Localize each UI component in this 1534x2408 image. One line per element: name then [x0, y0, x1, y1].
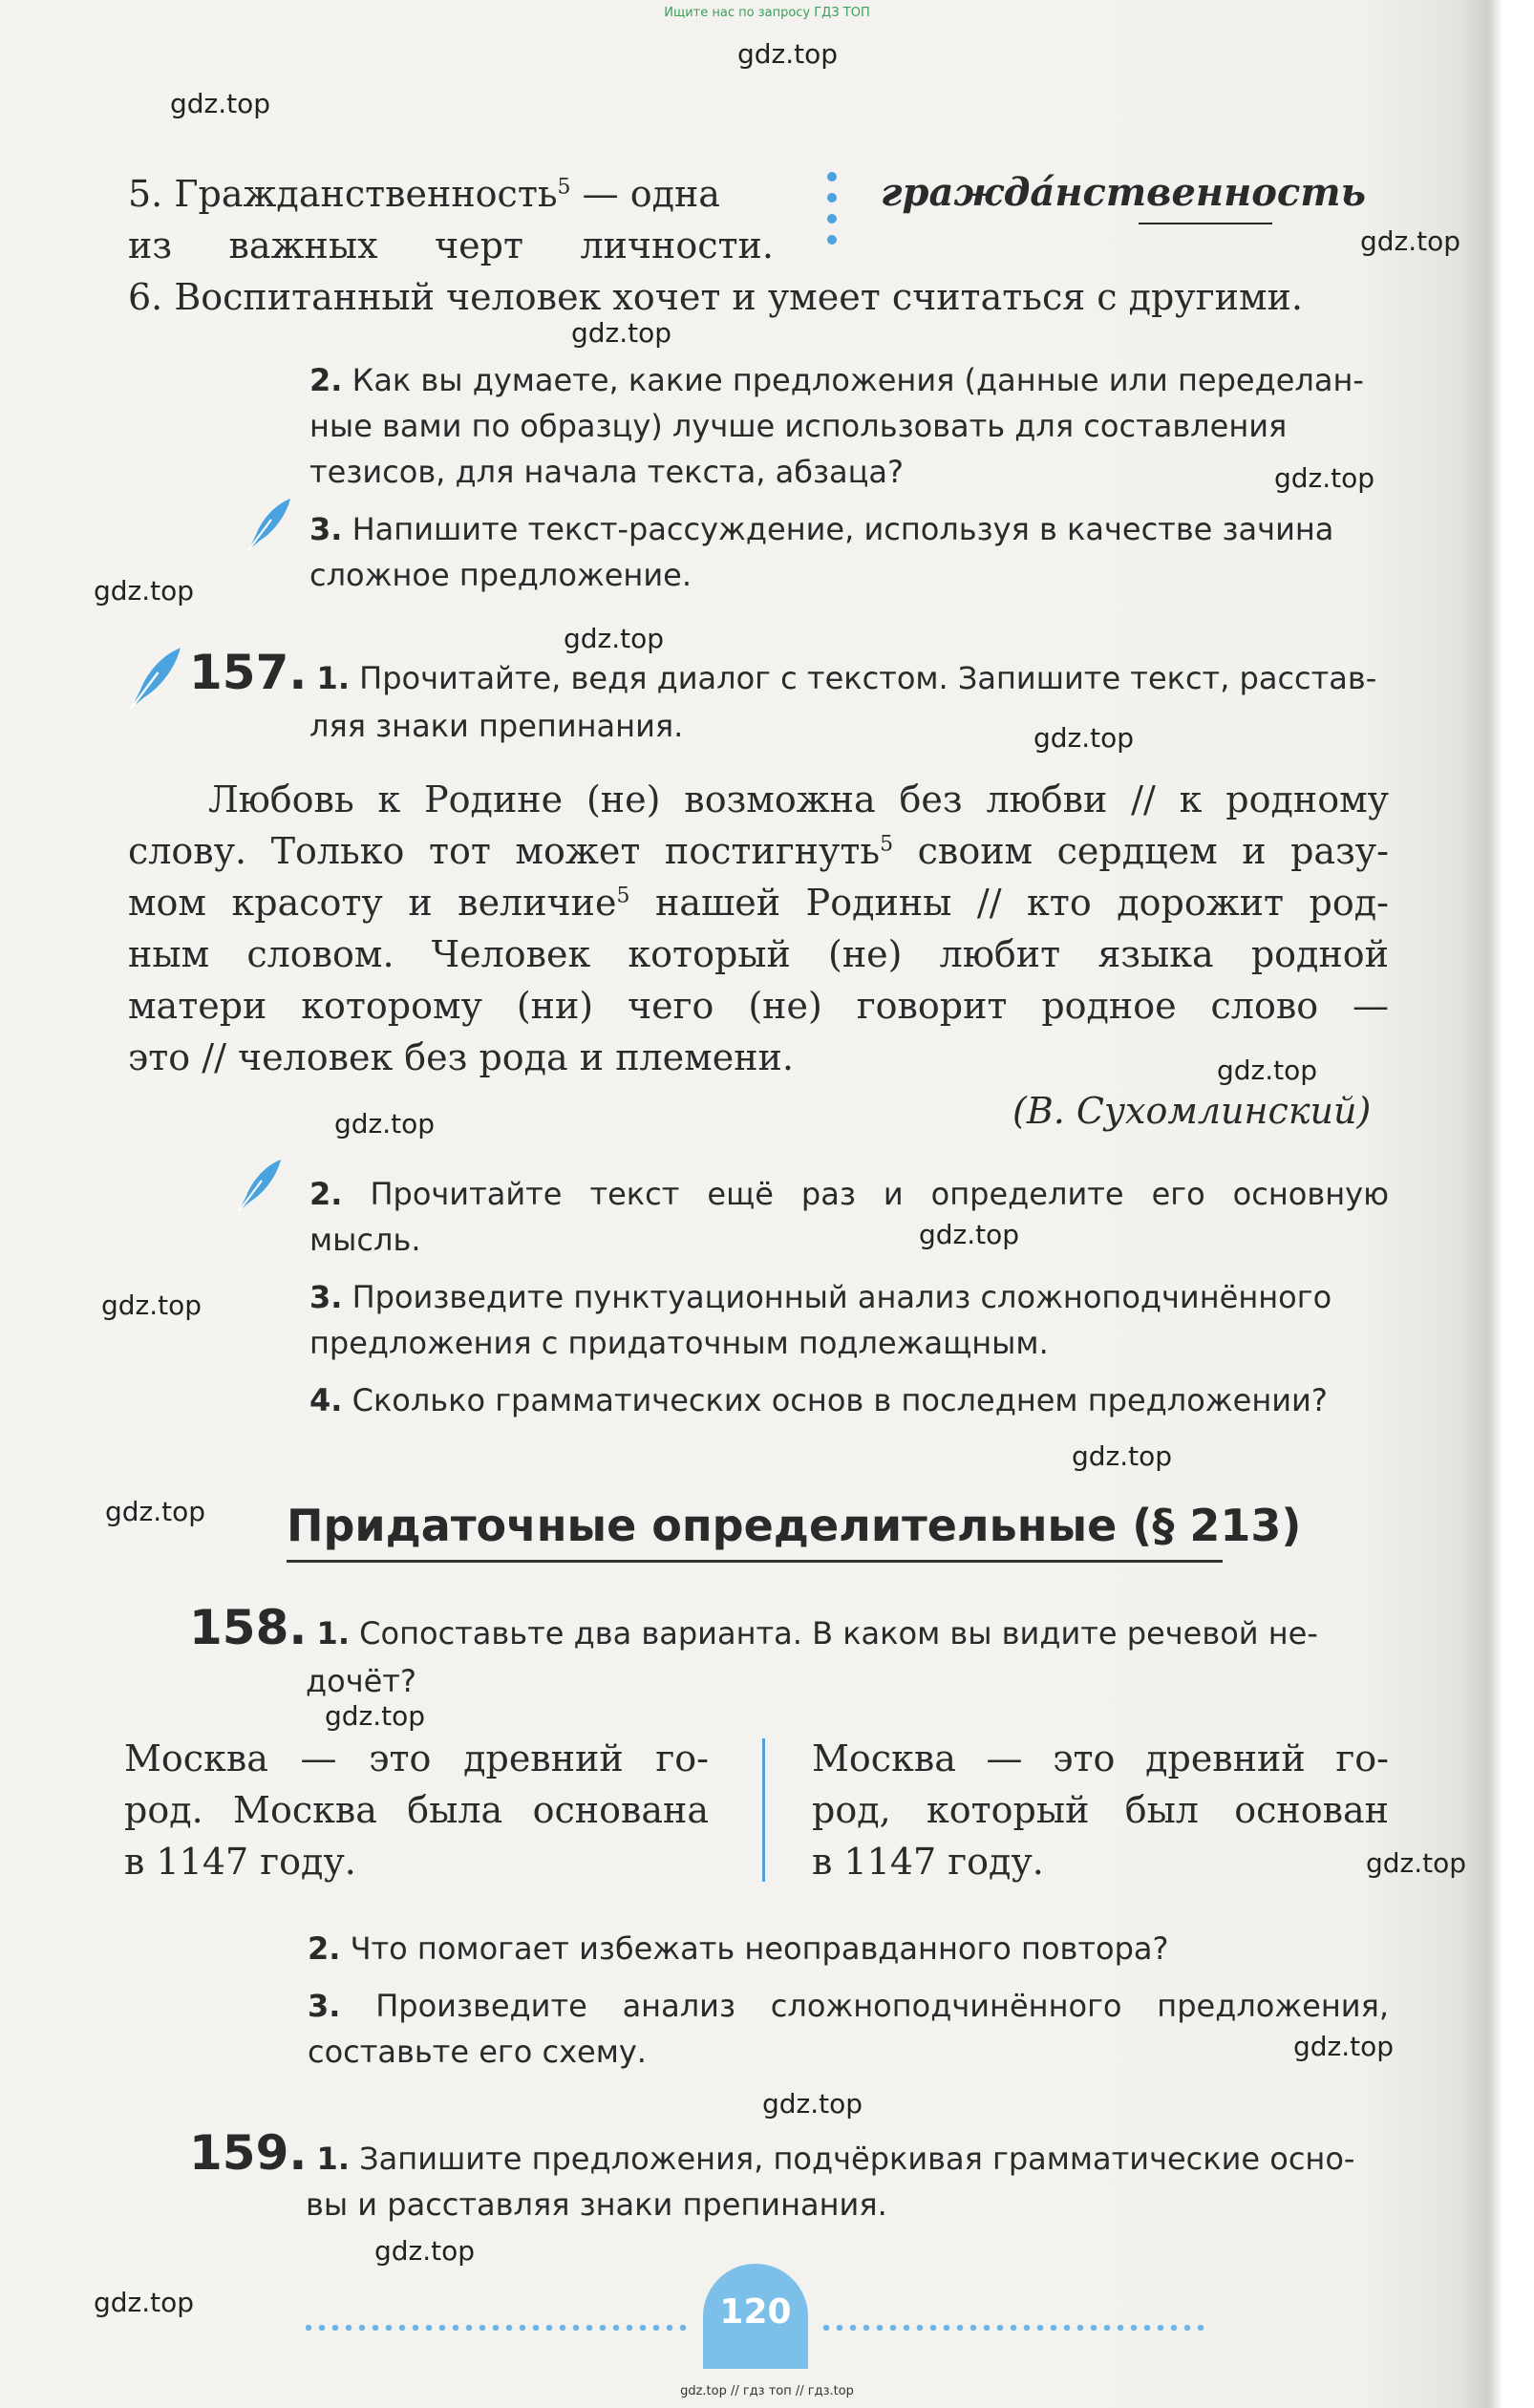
- watermark: gdz.top: [374, 2235, 476, 2267]
- watermark: gdz.top: [1217, 1055, 1318, 1086]
- watermark: gdz.top: [94, 575, 195, 607]
- writing-pen-icon: [243, 497, 294, 554]
- task159-q1-line2: вы и расставляя знаки препинания.: [306, 2186, 887, 2223]
- task157-q3-line1: 3. Произведите пунктуационный анализ сложноподчинённого: [309, 1279, 1332, 1315]
- task157-q1-line2: ляя знаки препинания.: [309, 708, 684, 744]
- watermark: gdz.top: [1072, 1440, 1173, 1472]
- page-number: 120: [719, 2292, 792, 2332]
- task157-text-line3: мом красоту и величие$^5$ нашей Родины // кто дорожит род-: [128, 882, 1389, 924]
- watermark: gdz.top: [762, 2088, 863, 2120]
- task157-text-line5: матери которому (ни) чего (не) говорит родное слово —: [128, 985, 1389, 1027]
- vocabulary-word: гражда́нственность: [881, 170, 1366, 215]
- task156-q2-line1: 2. Как вы думаете, какие предложения (данные или переделан-: [309, 362, 1364, 398]
- variant-divider: [762, 1738, 765, 1882]
- sentence-5-line2: из важных черт личности.: [128, 224, 774, 266]
- watermark: gdz.top: [334, 1108, 436, 1140]
- header-note: Ищите нас по запросу ГДЗ ТОП: [664, 6, 870, 20]
- keyword-separator: [827, 172, 837, 256]
- watermark: gdz.top: [325, 1700, 426, 1732]
- task158-q3-line2: составьте его схему.: [308, 2034, 647, 2070]
- task156-q3-line1: 3. Напишите текст-рассуждение, используя в качестве зачина: [309, 511, 1334, 547]
- task157-text-line4: ным словом. Человек который (не) любит языка родной: [128, 933, 1389, 975]
- text-author: (В. Сухомлинский): [1012, 1090, 1372, 1132]
- task156-q2-line3: тезисов, для начала текста, абзаца?: [309, 454, 904, 490]
- footer-dots-right: [820, 2325, 1211, 2331]
- variant-left-line3: в 1147 году.: [124, 1841, 356, 1883]
- variant-right-line3: в 1147 году.: [812, 1841, 1044, 1883]
- watermark: gdz.top: [94, 2287, 195, 2318]
- section-heading-rule: [287, 1560, 1223, 1563]
- task157-text-line1: Любовь к Родине (не) возможна без любви // к родному: [208, 778, 1389, 820]
- writing-pen-icon: [124, 646, 185, 713]
- watermark: gdz.top: [1360, 225, 1461, 257]
- watermark: gdz.top: [564, 623, 665, 654]
- keyword-underline: [1139, 223, 1272, 224]
- footer-dots-left: [302, 2325, 693, 2331]
- task157-text-line2: слову. Только тот может постигнуть$^5$ своим сердцем и разу-: [128, 830, 1389, 872]
- task158-q3-line1: 3. Произведите анализ сложноподчинённого предложения,: [308, 1988, 1390, 2024]
- task157-q3-line2: предложения с придаточным подлежащным.: [309, 1325, 1049, 1361]
- task157-q2-line1: 2. Прочитайте текст ещё раз и определите его основную: [309, 1176, 1390, 1212]
- watermark: gdz.top: [737, 38, 839, 70]
- variant-right-line2: род, который был основан: [812, 1789, 1389, 1831]
- section-heading: Придаточные определительные (§ 213): [287, 1500, 1302, 1551]
- task157-q1-line1: 157. 1. Прочитайте, ведя диалог с текстом. Запишите текст, расстав-: [189, 645, 1377, 700]
- task158-q2-line1: 2. Что помогает избежать неоправданного повтора?: [308, 1930, 1169, 1967]
- variant-left-line1: Москва — это древний го-: [124, 1737, 709, 1779]
- watermark: gdz.top: [105, 1496, 206, 1527]
- task159-q1-line1: 159. 1. Запишите предложения, подчёркивая грамматические осно-: [189, 2125, 1355, 2181]
- watermark: gdz.top: [1274, 462, 1375, 494]
- writing-pen-icon: [233, 1158, 285, 1215]
- task156-q3-line2: сложное предложение.: [309, 557, 692, 593]
- sentence-5-line1: 5. Гражданственность$^5$ — одна: [128, 173, 720, 215]
- watermark: gdz.top: [170, 88, 271, 119]
- watermark: gdz.top: [919, 1219, 1020, 1250]
- task156-q2-line2: ные вами по образцу) лучше использовать для составления: [309, 408, 1288, 444]
- sentence-6: 6. Воспитанный человек хочет и умеет считаться с другими.: [128, 276, 1303, 318]
- watermark: gdz.top: [1366, 1847, 1467, 1879]
- watermark: gdz.top: [1293, 2031, 1395, 2062]
- variant-right-line1: Москва — это древний го-: [812, 1737, 1389, 1779]
- watermark: gdz.top: [1033, 722, 1135, 754]
- watermark: gdz.top: [101, 1289, 202, 1321]
- variant-left-line2: род. Москва была основана: [124, 1789, 709, 1831]
- watermark: gdz.top: [571, 317, 672, 349]
- task157-q4-line1: 4. Сколько грамматических основ в последнем предложении?: [309, 1382, 1328, 1418]
- task158-q1-line2: дочёт?: [306, 1663, 416, 1699]
- task158-q1-line1: 158. 1. Сопоставьте два варианта. В каком вы видите речевой не-: [189, 1600, 1318, 1655]
- task157-text-line6: это // человек без рода и племени.: [128, 1036, 794, 1078]
- footer-note: gdz.top // гдз топ // гдз.top: [680, 2384, 854, 2398]
- task157-q2-line2: мысль.: [309, 1222, 421, 1258]
